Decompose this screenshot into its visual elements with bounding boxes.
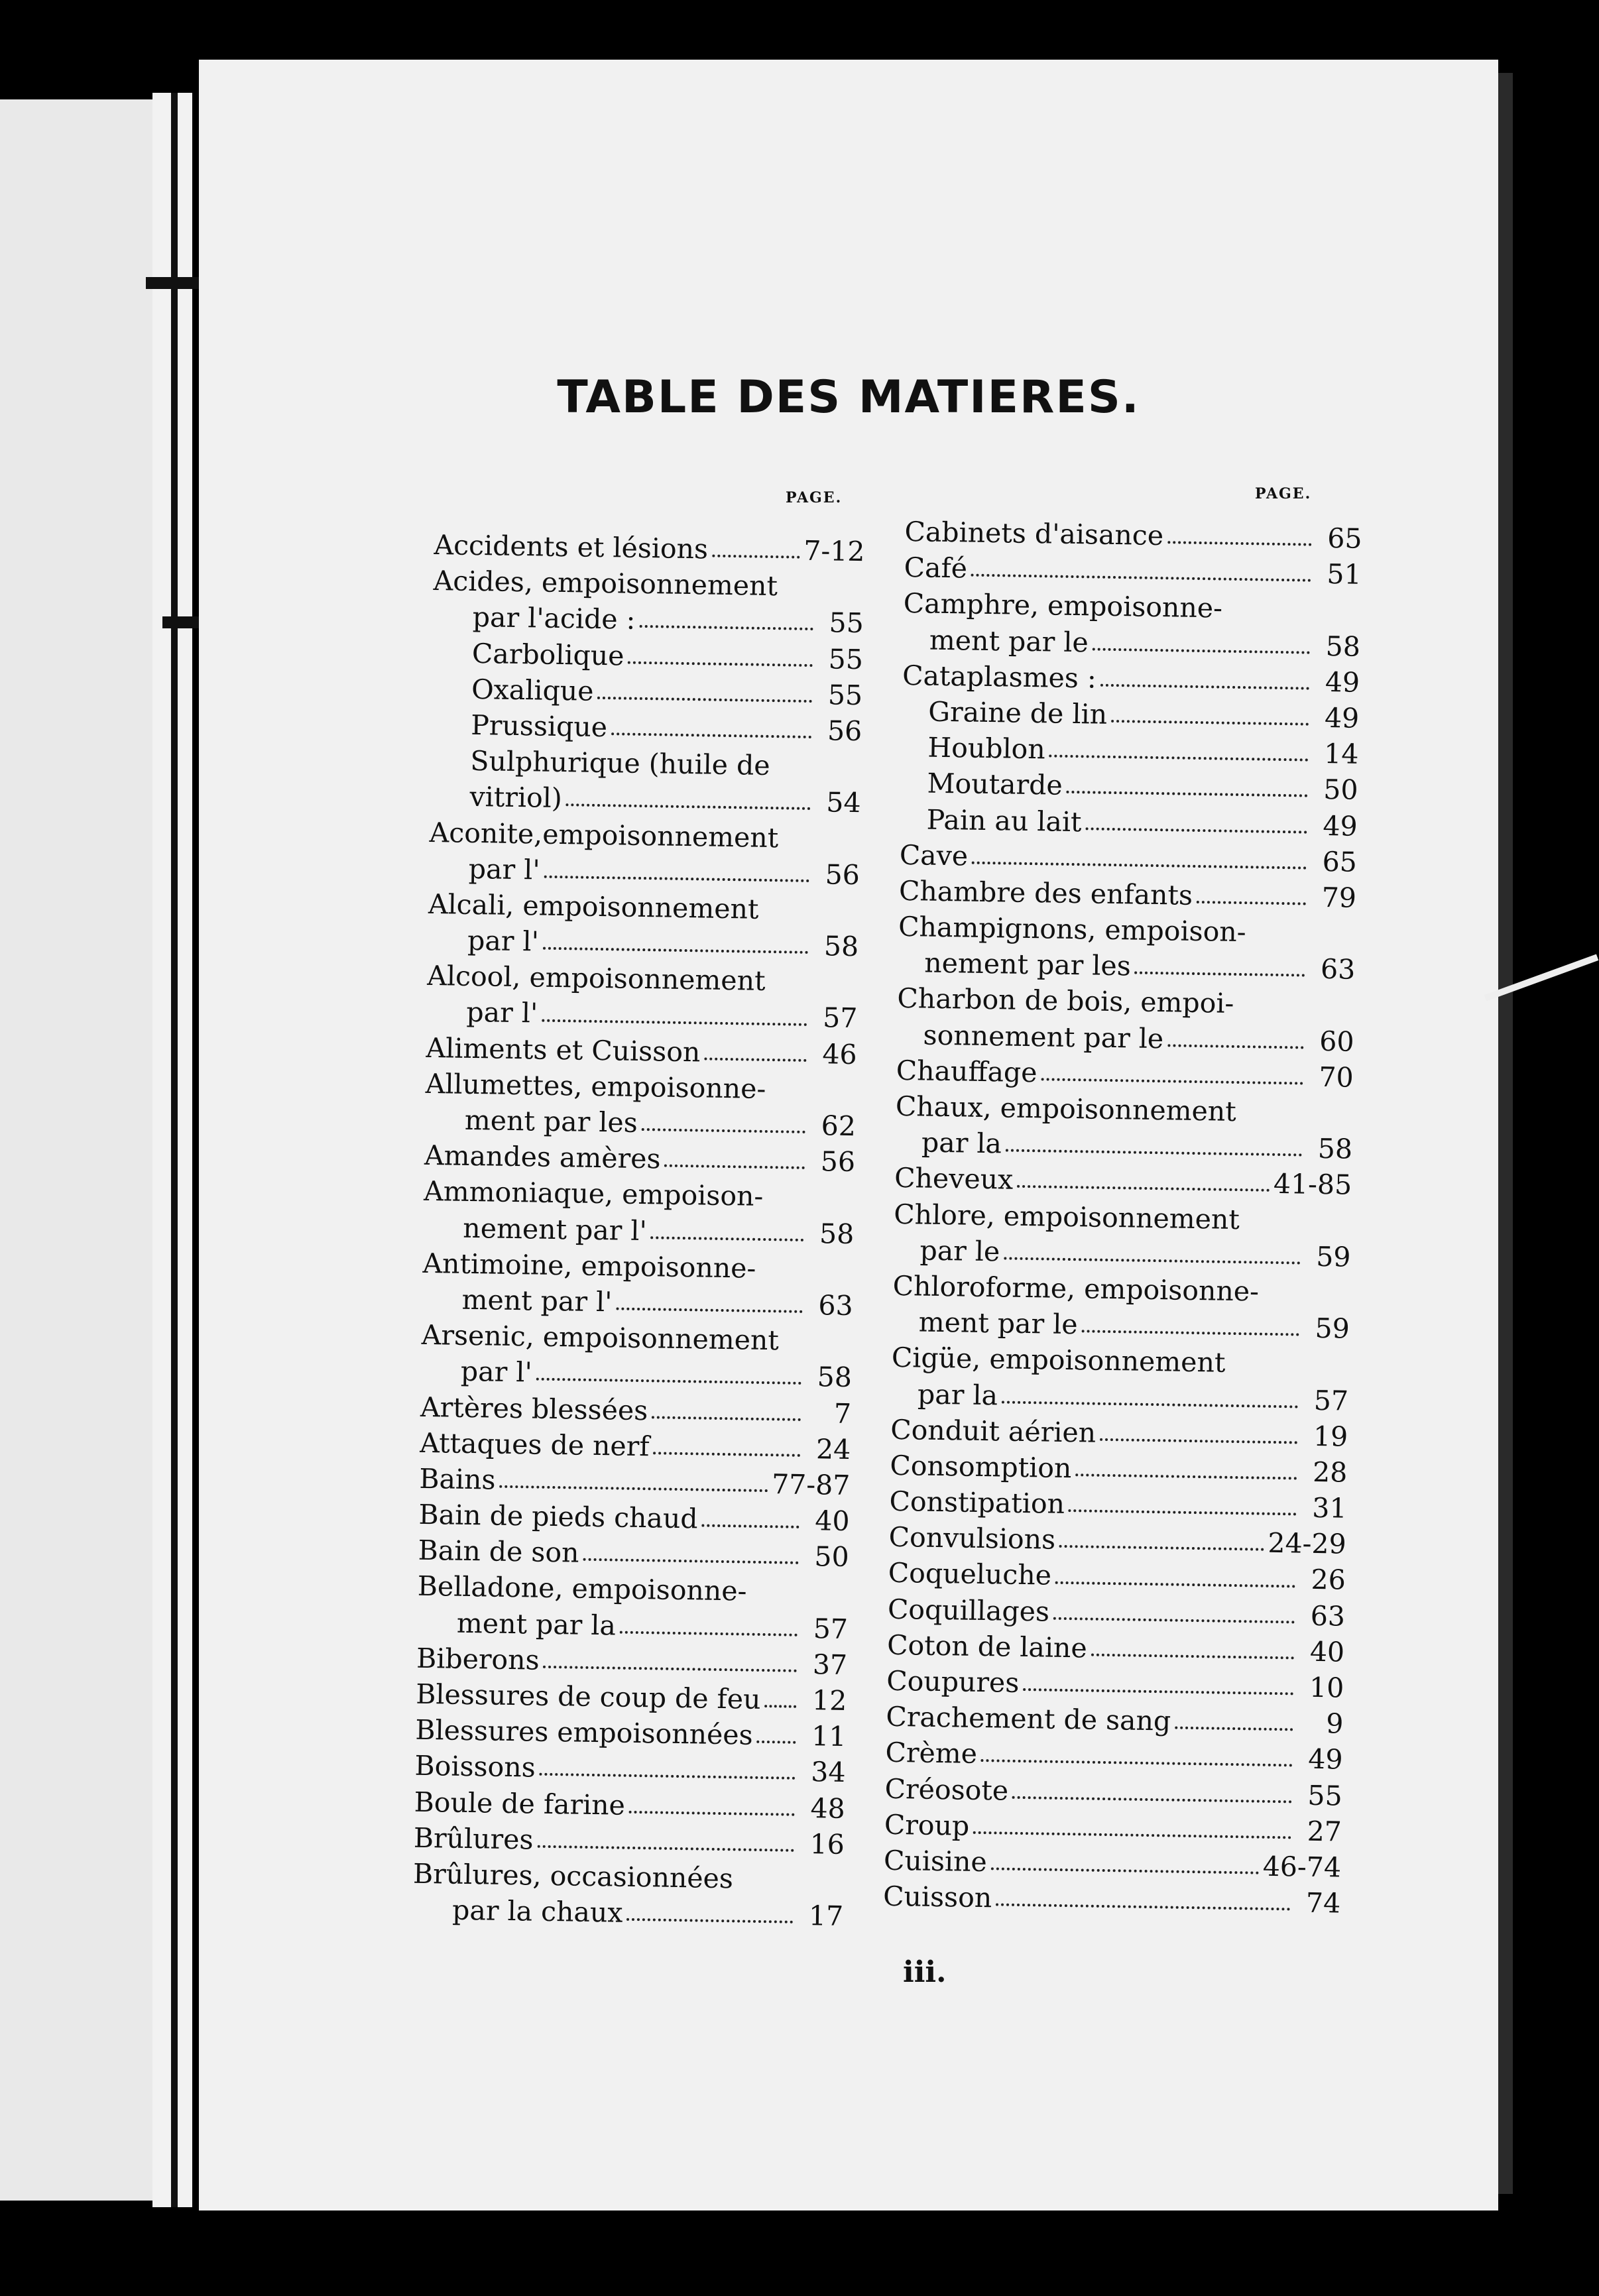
entry-page-number: 55 (827, 679, 863, 711)
dot-leader (973, 1831, 1291, 1839)
entry-page-number: 74 (1305, 1886, 1341, 1920)
dot-leader (628, 661, 813, 666)
entry-label: Bain de son (418, 1534, 579, 1569)
dot-leader (764, 1705, 796, 1708)
entry-page-number: 65 (1327, 522, 1362, 555)
entry-label: Bains (419, 1462, 496, 1496)
dot-leader (536, 1378, 801, 1385)
page-number: iii. (903, 1955, 947, 1989)
index-column-right (883, 514, 1362, 1922)
entry-page-number: 60 (1319, 1025, 1354, 1058)
entry-page-number: 49 (1325, 665, 1360, 699)
entry-label: Brûlures (413, 1821, 534, 1856)
entry-page-number: 79 (1321, 881, 1357, 914)
dot-leader (499, 1485, 768, 1492)
dot-leader (1067, 791, 1308, 797)
entry-label: par le (919, 1234, 1000, 1268)
entry-page-number: 55 (828, 642, 864, 675)
entry-page-number: 70 (1319, 1061, 1354, 1094)
dot-leader (981, 1760, 1293, 1767)
entry-label: Oxalique (471, 673, 594, 707)
entry-page-number: 63 (1320, 953, 1356, 986)
entry-label: Blessures de coup de feu (415, 1678, 761, 1715)
entry-page-number: 56 (827, 715, 862, 748)
entry-label: Chauffage (896, 1054, 1037, 1089)
dot-leader (597, 697, 812, 703)
entry-label: ment par le (929, 624, 1089, 658)
entry-page-number: 24-29 (1268, 1527, 1347, 1560)
entry-label: Aliments et Cuisson (426, 1031, 701, 1068)
dot-leader (756, 1741, 796, 1744)
entry-label: Ammoniaque, empoison- (423, 1175, 764, 1213)
entry-page-number: 40 (814, 1505, 850, 1538)
entry-label: Boule de farine (414, 1786, 626, 1821)
entry-label: Belladone, empoisonne- (417, 1570, 747, 1608)
entry-page-number: 65 (1322, 845, 1358, 878)
entry-label: Acides, empoisonnement (433, 565, 778, 603)
entry-page-number: 9 (1325, 1707, 1344, 1740)
dot-leader (543, 947, 808, 954)
dot-leader (1100, 684, 1309, 690)
entry-page-number: 46 (822, 1037, 857, 1070)
dot-leader (583, 1558, 798, 1564)
entry-label: vitriol) (469, 781, 563, 815)
entry-label: par la (921, 1126, 1002, 1160)
entry-page-number: 58 (823, 930, 859, 963)
dot-leader (1049, 755, 1309, 762)
entry-label: par l' (468, 852, 540, 886)
entry-label: Brûlures, occasionnées (412, 1857, 734, 1895)
entry-label: Constipation (889, 1485, 1065, 1521)
entry-label: par l' (460, 1355, 533, 1389)
index-column-left (412, 527, 865, 1934)
entry-page-number: 57 (813, 1612, 849, 1645)
entry-page-number: 41-85 (1273, 1168, 1352, 1202)
entry-label: Blessures empoisonnées (415, 1713, 754, 1751)
dot-leader (1055, 1581, 1295, 1587)
dot-leader (642, 1128, 805, 1133)
entry-label: Cigüe, empoisonnement (891, 1342, 1226, 1379)
entry-label: Coupures (886, 1664, 1020, 1699)
page-edge (1498, 73, 1513, 2194)
page-column-heading-right: PAGE. (1255, 485, 1312, 502)
entry-label: Artères blessées (420, 1391, 648, 1426)
entry-label: Alcali, empoisonnement (428, 888, 759, 925)
entry-label: Crème (885, 1737, 978, 1770)
dot-leader (664, 1165, 805, 1169)
entry-label: Cheveux (894, 1162, 1014, 1196)
entry-label: Charbon de bois, empoi- (897, 982, 1234, 1020)
entry-page-number: 7-12 (803, 534, 865, 568)
entry-label: Alcool, empoisonnement (426, 960, 766, 998)
entry-page-number: 62 (821, 1110, 857, 1143)
dot-leader (629, 1811, 795, 1816)
dot-leader (639, 625, 813, 630)
dot-leader (1085, 827, 1307, 833)
dot-leader (1167, 1044, 1303, 1049)
entry-page-number: 46-74 (1262, 1850, 1342, 1884)
dot-leader (701, 1524, 799, 1528)
entry-label: Coton de laine (886, 1629, 1088, 1664)
dot-leader (652, 1416, 801, 1421)
entry-page-number: 58 (1317, 1133, 1353, 1165)
entry-page-number: 50 (814, 1540, 850, 1574)
entry-page-number: 56 (825, 858, 860, 891)
dot-leader (1069, 1509, 1297, 1515)
dot-leader (620, 1631, 798, 1636)
entry-page-number: 49 (1323, 809, 1358, 842)
entry-label: Sulphurique (huile de (470, 745, 770, 782)
index-entry (904, 514, 1362, 557)
entry-page-number: 49 (1324, 701, 1360, 734)
entry-label: nement par les (923, 947, 1132, 982)
dot-leader (1081, 1330, 1299, 1336)
dot-leader (1041, 1078, 1303, 1084)
dot-leader (1197, 901, 1306, 905)
dot-leader (712, 555, 800, 559)
entry-label: Antimoine, empoisonne- (422, 1247, 756, 1285)
entry-label: Chloroforme, empoisonne- (892, 1269, 1260, 1308)
entry-page-number: 58 (1325, 630, 1361, 663)
entry-page-number: 77-87 (771, 1468, 851, 1501)
entry-label: ment par l' (461, 1283, 613, 1318)
dot-leader (1006, 1149, 1302, 1157)
entry-page-number: 12 (811, 1684, 847, 1717)
entry-label: Aconite,empoisonnement (429, 816, 779, 854)
dot-leader (971, 574, 1311, 582)
dot-leader (611, 732, 811, 738)
entry-page-number: 57 (1313, 1384, 1349, 1417)
entry-label: ment par les (464, 1104, 638, 1139)
dot-leader (1111, 720, 1309, 726)
dot-leader (537, 1845, 794, 1852)
entry-label: par l'acide : (472, 601, 636, 636)
entry-label: Cataplasmes : (902, 659, 1097, 695)
dot-leader (626, 1918, 793, 1923)
dot-leader (540, 1773, 796, 1780)
entry-label: Consomption (890, 1449, 1072, 1484)
entry-label: nement par l' (463, 1212, 648, 1247)
entry-page-number: 63 (1310, 1599, 1346, 1633)
entry-label: Allumettes, empoisonne- (425, 1067, 766, 1105)
dot-leader (616, 1307, 802, 1312)
entry-page-number: 16 (809, 1827, 845, 1861)
entry-label: Conduit aérien (890, 1413, 1096, 1449)
dot-leader (543, 1666, 797, 1672)
entry-page-number: 55 (829, 606, 864, 640)
dot-leader (653, 1452, 800, 1456)
entry-label: Graine de lin (927, 695, 1108, 730)
dot-leader (566, 804, 811, 811)
dot-leader (1002, 1401, 1298, 1408)
entry-page-number: 14 (1323, 738, 1359, 770)
entry-label: Coquillages (887, 1593, 1050, 1628)
entry-label: Amandes amères (424, 1139, 661, 1175)
dot-leader (1093, 648, 1310, 654)
entry-label: Crachement de sang (886, 1700, 1171, 1737)
entry-label: Cave (899, 838, 969, 872)
entry-label: Cuisine (883, 1844, 988, 1878)
dot-leader (991, 1867, 1259, 1874)
entry-page-number: 51 (1327, 558, 1362, 591)
entry-label: Arsenic, empoisonnement (421, 1318, 780, 1357)
entry-label: ment par le (918, 1306, 1078, 1341)
entry-label: Champignons, empoison- (898, 910, 1247, 948)
index-entry (412, 1892, 844, 1934)
dot-leader (651, 1236, 804, 1241)
entry-page-number: 59 (1315, 1240, 1351, 1273)
dot-leader (1023, 1688, 1293, 1695)
dot-leader (544, 875, 809, 882)
dot-leader (1091, 1654, 1294, 1660)
dot-leader (1175, 1727, 1293, 1731)
entry-label: Chaux, empoisonnement (895, 1090, 1237, 1127)
entry-page-number: 58 (817, 1361, 853, 1394)
dot-leader (542, 1019, 807, 1025)
spine-line (171, 93, 178, 2207)
entry-label: Chlore, empoisonnement (894, 1198, 1240, 1235)
entry-page-number: 54 (825, 786, 861, 819)
entry-page-number: 48 (810, 1792, 846, 1825)
entry-page-number: 24 (815, 1432, 851, 1465)
entry-label: par la chaux (451, 1894, 623, 1929)
dot-leader (972, 861, 1307, 869)
entry-label: Chambre des enfants (898, 874, 1193, 911)
index-entry (883, 1878, 1341, 1922)
entry-page-number: 37 (812, 1648, 848, 1681)
dot-leader (1135, 972, 1305, 977)
entry-label: Cabinets d'aisance (904, 515, 1164, 552)
entry-page-number: 63 (818, 1289, 853, 1322)
entry-page-number: 57 (822, 1002, 858, 1035)
dot-leader (1004, 1257, 1300, 1264)
dot-leader (996, 1904, 1290, 1911)
entry-label: Cuisson (882, 1880, 992, 1914)
dot-leader (1100, 1438, 1297, 1444)
dot-leader (1075, 1473, 1297, 1479)
dot-leader (1167, 541, 1311, 545)
entry-page-number: 40 (1309, 1635, 1345, 1668)
entry-page-number: 50 (1323, 774, 1358, 807)
entry-page-number: 19 (1313, 1420, 1348, 1453)
entry-label: Moutarde (927, 767, 1063, 802)
dot-leader (1059, 1545, 1264, 1551)
entry-label: Biberons (416, 1642, 540, 1676)
entry-page-number: 17 (808, 1900, 844, 1933)
page-column-heading-left: PAGE. (786, 489, 843, 506)
entry-page-number: 31 (1311, 1491, 1347, 1524)
entry-label: Boissons (414, 1750, 536, 1784)
entry-page-number: 28 (1312, 1456, 1348, 1489)
page-title: TABLE DES MATIERES. (557, 371, 1140, 424)
dot-leader (1017, 1185, 1270, 1192)
entry-page-number: 55 (1307, 1779, 1343, 1812)
entry-label: Coqueluche (888, 1557, 1052, 1592)
entry-label: par l' (466, 996, 538, 1029)
entry-page-number: 58 (819, 1217, 855, 1250)
entry-label: Accidents et lésions (434, 528, 709, 565)
entry-label: ment par la (456, 1607, 617, 1642)
entry-label: sonnement par le (923, 1019, 1164, 1055)
entry-label: Bain de pieds chaud (418, 1498, 698, 1535)
entry-label: Pain au lait (926, 803, 1082, 838)
entry-page-number: 59 (1315, 1312, 1350, 1345)
entry-label: par l' (467, 924, 540, 958)
entry-label: Prussique (470, 709, 608, 744)
entry-label: Houblon (927, 731, 1046, 766)
entry-label: Camphre, empoisonne- (903, 587, 1223, 624)
entry-page-number: 11 (811, 1720, 847, 1753)
entry-label: Carbolique (471, 637, 624, 672)
entry-label: par la (917, 1377, 998, 1411)
entry-page-number: 49 (1308, 1743, 1343, 1776)
entry-page-number: 10 (1309, 1671, 1344, 1704)
entry-page-number: 34 (811, 1756, 846, 1789)
entry-label: Croup (884, 1808, 970, 1842)
entry-page-number: 27 (1307, 1815, 1342, 1848)
index-entry (900, 801, 1358, 844)
entry-page-number: 26 (1311, 1564, 1346, 1597)
dot-leader (704, 1057, 806, 1061)
entry-label: Créosote (884, 1772, 1009, 1807)
entry-label: Convulsions (888, 1521, 1056, 1556)
entry-label: Attaques de nerf (419, 1426, 650, 1462)
entry-page-number: 56 (820, 1145, 856, 1178)
dot-leader (1053, 1617, 1295, 1623)
entry-page-number: 7 (833, 1397, 852, 1430)
dot-leader (1012, 1796, 1292, 1803)
entry-label: Café (904, 551, 968, 585)
